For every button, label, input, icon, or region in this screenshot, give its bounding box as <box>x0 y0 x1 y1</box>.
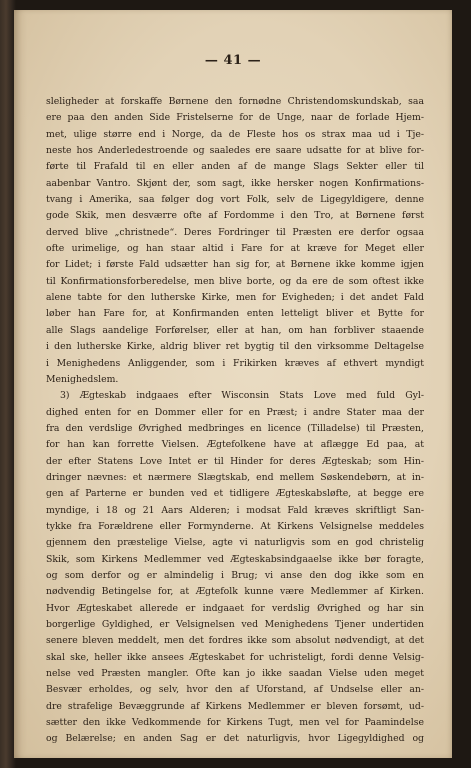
text-line: senere bleven meddelt, men det fordres ikke som absolut nødvendigt, at det <box>46 635 424 647</box>
text-line: tykke fra Forældrene eller Formynderne. At Kirkens Velsignelse meddeles <box>46 520 424 532</box>
text-line: gen af Parterne er bunden ved et tidligere Ægteskabsløfte, at begge ere <box>46 488 424 500</box>
text-line: alle Slags aandelige Forførelser, eller at han, om han forbliver staaende <box>46 324 424 336</box>
text-line: Besvær erholdes, og selv, hvor den af Uforstand, af Undselse eller an- <box>46 684 424 696</box>
text-line: gode Skik, men desværre ofte af Fordomme i den Tro, at Børnene først <box>46 210 424 222</box>
text-line: dre strafelige Bevæggrunde af Kirkens Medlemmer er bleven forsømt, ud- <box>46 700 424 712</box>
text-line: der efter Statens Love Intet er til Hinder for deres Ægteskab; som Hin- <box>46 455 424 467</box>
text-line: skal ske, heller ikke ansees Ægteskabet for uchristeligt, fordi denne Velsig- <box>46 651 424 663</box>
text-line: myndige, i 18 og 21 Aars Alderen; i modsat Fald kræves skriftligt San- <box>46 504 424 516</box>
text-line: for Lidet; i første Fald udsætter han sig for, at Børnene ikke komme igjen <box>46 259 424 271</box>
text-line: nødvendig Betingelse for, at Ægtefolk kunne være Medlemmer af Kirken. <box>46 586 424 598</box>
text-line: nelse ved Præsten mangler. Ofte kan jo ikke saadan Vielse uden meget <box>46 668 424 680</box>
text-line: 3) Ægteskab indgaaes efter Wisconsin Stats Love med fuld Gyl- <box>60 390 424 402</box>
text-line: i den lutherske Kirke, aldrig bliver ret bygtig til den virksomme Deltagelse <box>46 341 424 353</box>
text-line: ere paa den anden Side Fristelserne for de Unge, naar de forlade Hjem- <box>46 112 424 124</box>
text-line: Menighedslem. <box>46 373 119 385</box>
text-line: neste hos Anderledestroende og saaledes ere saare udsatte for at blive for- <box>46 145 424 157</box>
text-line: og Belærelse; en anden Sag er det naturligvis, hvor Ligegyldighed og <box>46 733 424 745</box>
text-line: til Konfirmationsforberedelse, men blive borte, og da ere de som oftest ikke <box>46 275 424 287</box>
text-line: borgerlige Gyldighed, er Velsignelsen ved Menighedens Tjener undertiden <box>46 619 424 630</box>
text-line: sætter den ikke Vedkommende for Kirkens Tugt, men vel for Paamindelse <box>46 717 424 729</box>
text-line: gjennem den præstelige Vielse, agte vi naturligvis som en god christelig <box>46 537 424 549</box>
text-line: aabenbar Vantro. Skjønt der, som sagt, ikke hersker nogen Konfirmations- <box>46 177 424 189</box>
text-line: derved blive „christnede“. Deres Fordringer til Præsten ere derfor ogsaa <box>46 226 424 238</box>
text-line: for han kan forrette Vielsen. Ægtefolkene have at aflægge Ed paa, at <box>46 439 424 451</box>
text-line: sleligheder at forskaffe Børnene den fornødne Christendomskundskab, saa <box>46 96 424 107</box>
text-line: løber han Fare for, at Konfirmanden enten letteligt bliver et Bytte for <box>46 308 424 320</box>
text-line: i Menighedens Anliggender, som i Frikirken kræves af ethvert myndigt <box>46 357 424 369</box>
text-line: alene tabte for den lutherske Kirke, men for Evigheden; i det andet Fald <box>46 292 424 304</box>
text-line: dringer nævnes: et nærmere Slægtskab, end mellem Søskendebørn, at in- <box>46 471 424 483</box>
text-line: ofte urimelige, og han staar altid i Fare for at kræve for Meget eller <box>46 243 424 255</box>
text-line: Hvor Ægteskabet allerede er indgaaet for verdslig Øvrighed og har sin <box>46 602 424 614</box>
text-line: tvang i Amerika, saa følger dog vort Folk, selv de Ligegyldigere, denne <box>46 194 424 206</box>
text-line: dighed enten for en Dommer eller for en Præst; i andre Stater maa der <box>46 406 424 418</box>
text-line: met, ulige større end i Norge, da de Fleste hos os strax maa ud i Tje- <box>46 128 424 140</box>
text-line: fra den verdslige Øvrighed medbringes en licence (Tilladelse) til Præsten, <box>46 422 424 434</box>
body-text <box>46 94 424 748</box>
text-line: Skik, som Kirkens Medlemmer ved Ægteskabsindgaaelse ikke bør foragte, <box>46 553 424 565</box>
text-line: førte til Frafald til en eller anden af de mange Slags Sekter eller til <box>46 161 424 173</box>
book-page <box>14 10 452 758</box>
page-number-header: — 41 — <box>204 53 262 68</box>
text-line: og som derfor og er almindelig i Brug; vi anse den dog ikke som en <box>46 569 424 581</box>
